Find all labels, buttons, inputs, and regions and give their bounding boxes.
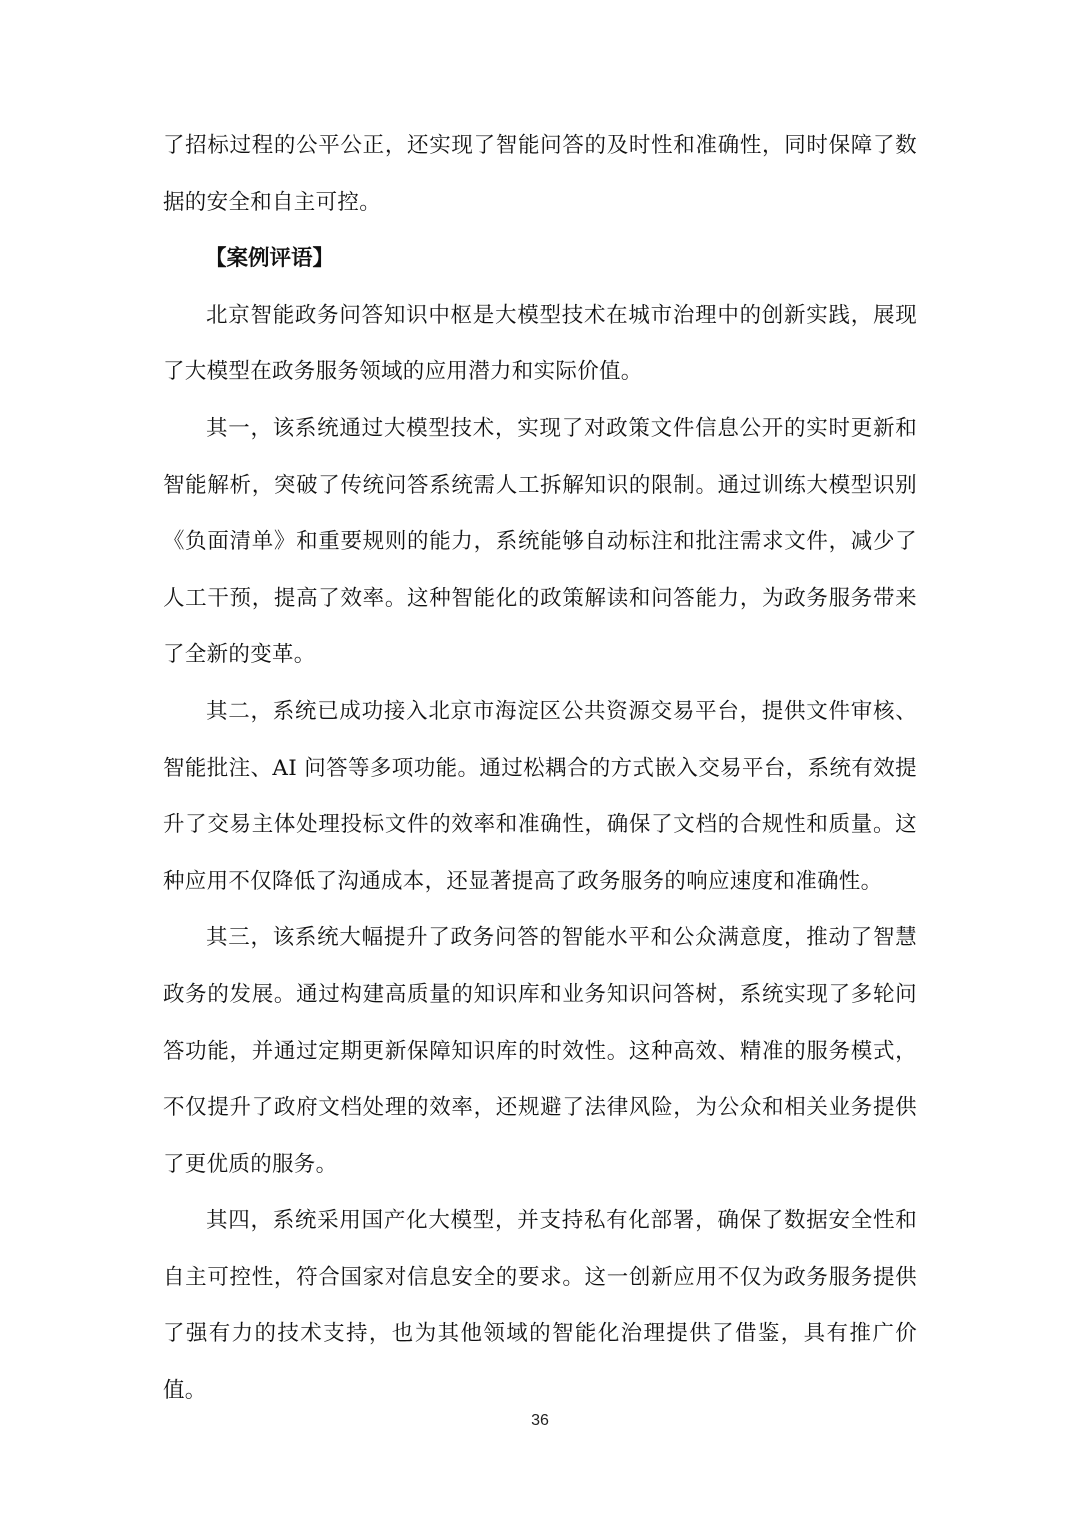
paragraph-point-4: 其四，系统采用国产化大模型，并支持私有化部署，确保了数据安全性和自主可控性，符合国家对信息安全的要求。这一创新应用不仅为政务服务提供了强有力的技术支持，也为其他领域的智能化治理提供了借鉴，具有推广价值。 <box>163 1208 917 1404</box>
document-body <box>163 118 917 1420</box>
paragraph-point-3: 其三，该系统大幅提升了政务问答的智能水平和公众满意度，推动了智慧政务的发展。通过构建高质量的知识库和业务知识问答树，系统实现了多轮问答功能，并通过定期更新保障知识库的时效性。这种高效、精准的服务模式，不仅提升了政府文档处理的效率，还规避了法律风险，为公众和相关业务提供了更优质的服务。 <box>163 925 917 1177</box>
page-number: 36 <box>531 1412 549 1429</box>
section-heading: 【案例评语】 <box>205 246 335 272</box>
paragraph-intro: 北京智能政务问答知识中枢是大模型技术在城市治理中的创新实践，展现了大模型在政务服务领域的应用潜力和实际价值。 <box>163 302 917 385</box>
continuation-paragraph: 了招标过程的公平公正，还实现了智能问答的及时性和准确性，同时保障了数据的安全和自主可控。 <box>163 133 917 215</box>
paragraph-point-1: 其一，该系统通过大模型技术，实现了对政策文件信息公开的实时更新和智能解析，突破了传统问答系统需人工拆解知识的限制。通过训练大模型识别《负面清单》和重要规则的能力，系统能够自动标注和批注需求文件，减少了人工干预，提高了效率。这种智能化的政策解读和问答能力，为政务服务带来了全新的变革。 <box>163 415 917 668</box>
paragraph-point-2: 其二，系统已成功接入北京市海淀区公共资源交易平台，提供文件审核、智能批注、AI 问答等多项功能。通过松耦合的方式嵌入交易平台，系统有效提升了交易主体处理投标文件的效率和准确性，确保了文档的合规性和质量。这种应用不仅降低了沟通成本，还显著提高了政务服务的响应速度和准确性。 <box>163 698 917 894</box>
